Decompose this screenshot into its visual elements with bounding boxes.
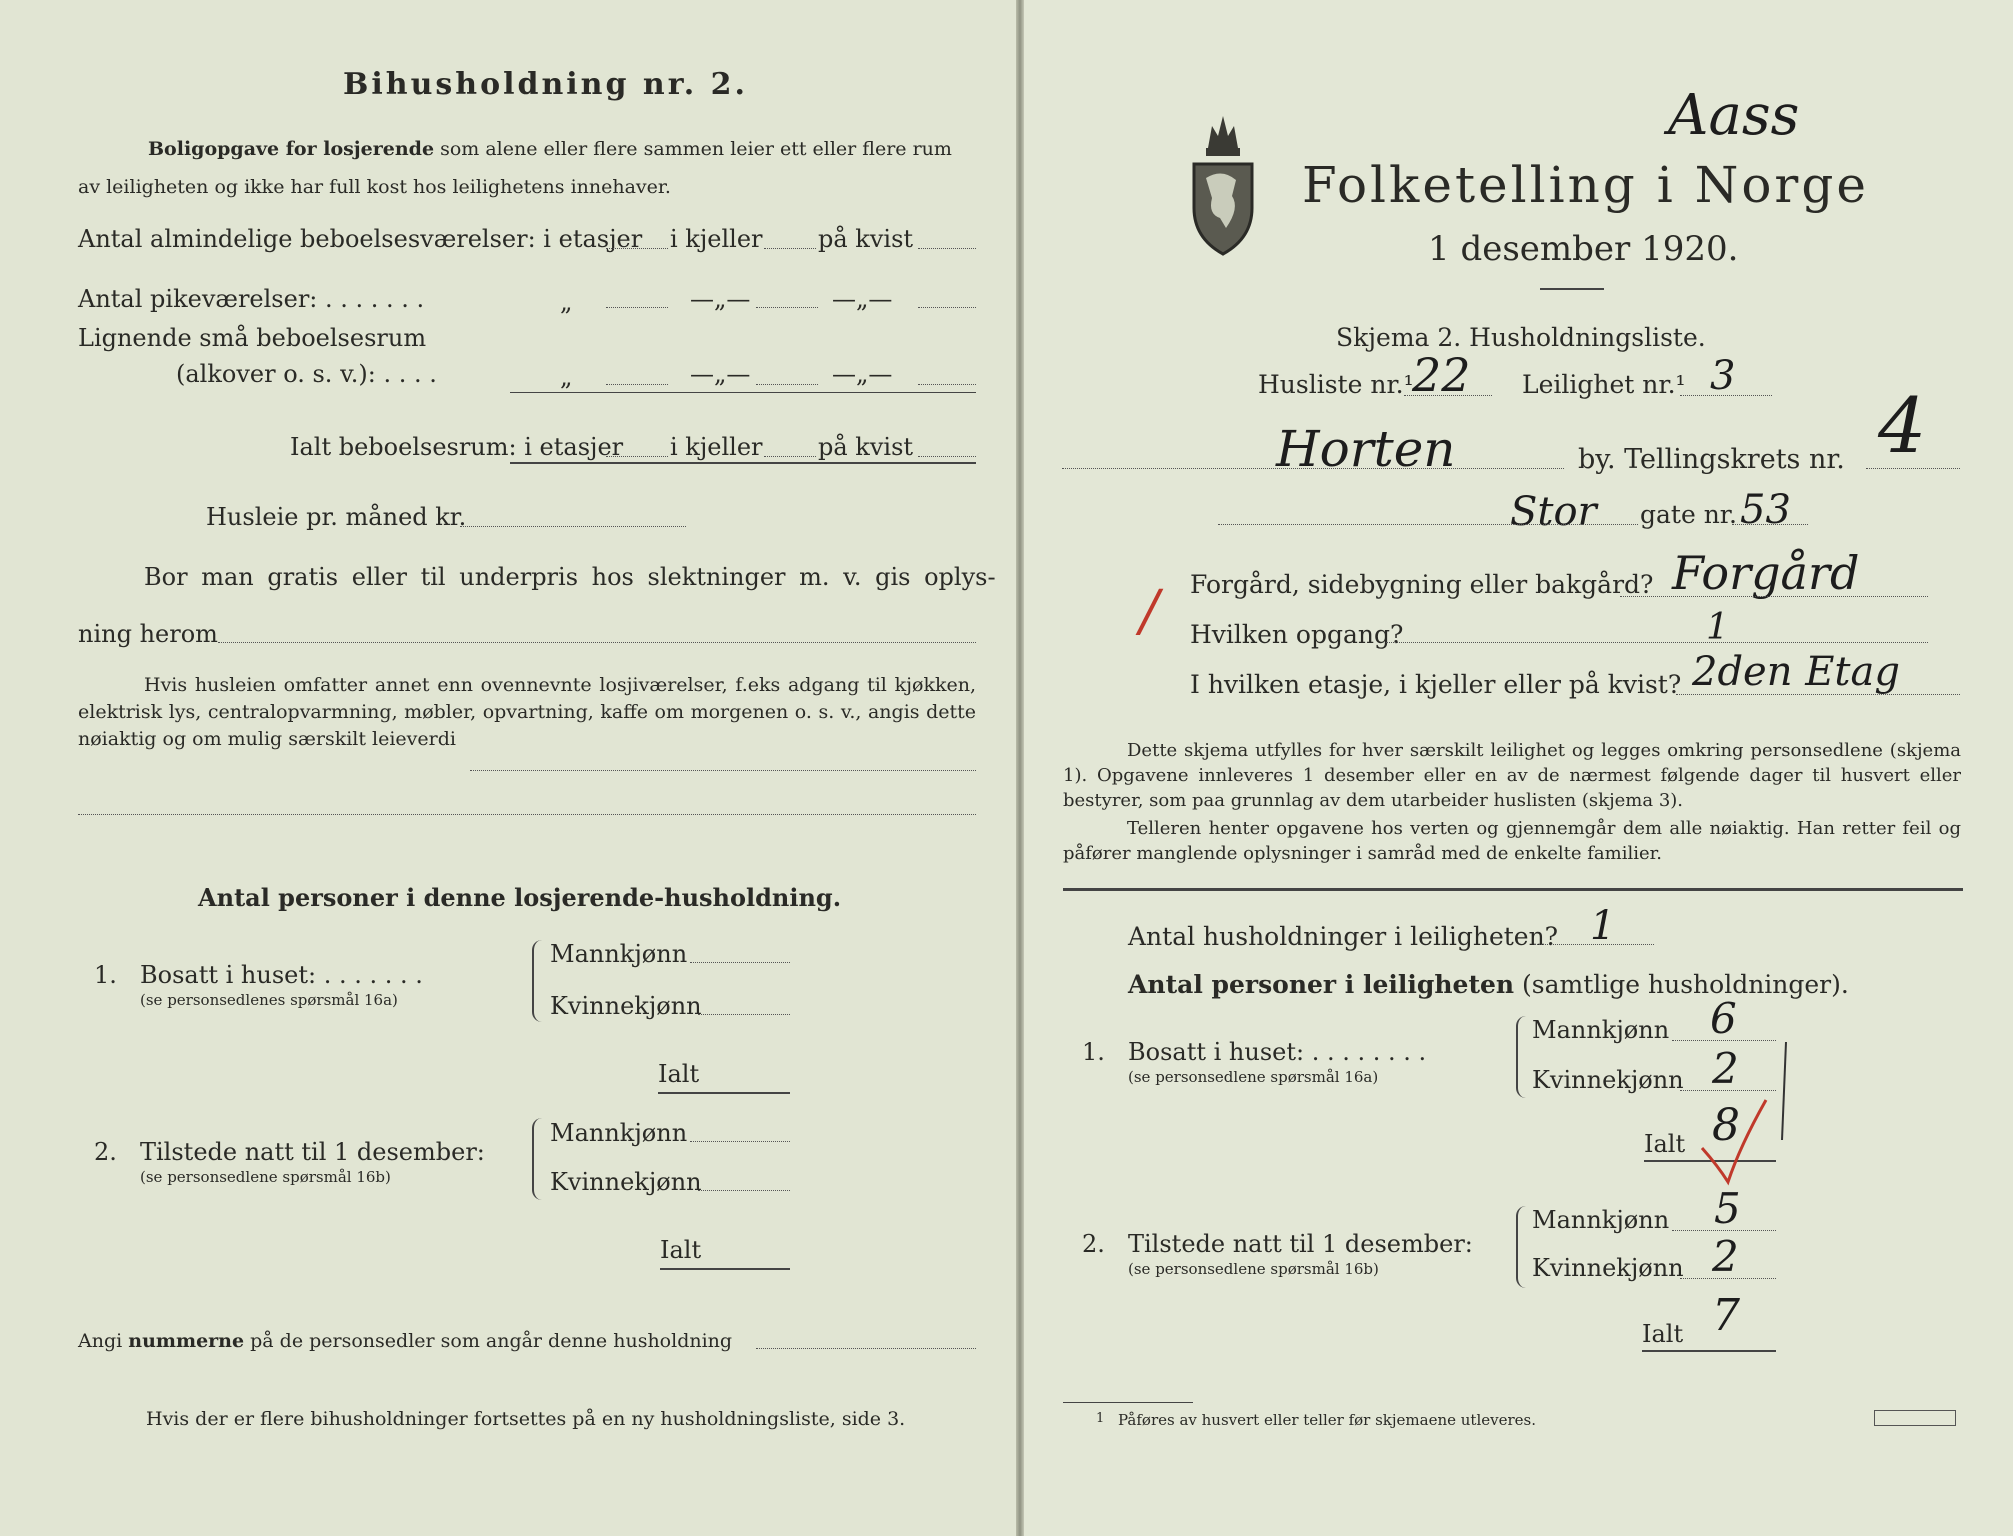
gratis-line-1: Bor man gratis eller til underpris hos slektninger m. v. gis oplys-	[144, 563, 996, 591]
lign-etasjer-line	[606, 384, 668, 385]
right-q2-kvinne-value: 2	[1712, 1232, 1739, 1281]
angi-bold: nummerne	[128, 1330, 245, 1352]
husliste-value: 22	[1412, 348, 1471, 402]
antal-hush-value: 1	[1590, 903, 1616, 949]
right-q2-label: Tilstede natt til 1 desember:	[1128, 1230, 1473, 1258]
pike-etasjer-line	[606, 307, 668, 308]
gate-nr-line	[1732, 524, 1808, 525]
right-q2-sub: (se personsedlene spørsmål 16b)	[1128, 1260, 1379, 1278]
right-q1-ialt-label: Ialt	[1644, 1130, 1686, 1158]
forgaard-value: Forgård	[1672, 546, 1860, 600]
ialt-kvist-line	[918, 456, 976, 457]
angi-rest: på de personsedler som angår denne husholdning	[250, 1330, 733, 1352]
right-q1-ialt-value: 8	[1712, 1100, 1740, 1151]
gratis-line-2: ning herom	[78, 620, 218, 648]
red-check-icon	[1698, 1096, 1768, 1192]
left-q1-ialt-label: Ialt	[658, 1060, 700, 1088]
angi-line-fill	[756, 1348, 976, 1349]
by-line	[1062, 468, 1564, 469]
intro-line-2: av leiligheten og ikke har full kost hos leilighetens innehaver.	[78, 176, 671, 198]
leieverdi-line	[470, 770, 976, 771]
right-q1-num: 1.	[1082, 1038, 1105, 1066]
alm-etasjer-line	[606, 248, 668, 249]
left-q1-sub: (se personsedlenes spørsmål 16a)	[140, 991, 398, 1009]
left-q2-kvinne-label: Kvinnekjønn	[550, 1168, 702, 1196]
left-q1-mann-line	[690, 962, 790, 963]
lign-ditto-2: —„—	[690, 360, 751, 388]
left-q2-mann-label: Mannkjønn	[550, 1119, 688, 1147]
angi-line	[78, 1332, 732, 1351]
right-q1-mann-label: Mannkjønn	[1532, 1016, 1670, 1044]
ialt-kjeller-line	[764, 456, 816, 457]
right-q1-mann-value: 6	[1710, 994, 1737, 1043]
right-q1-kvinne-line	[1680, 1090, 1776, 1091]
right-q2-kvinne-label: Kvinnekjønn	[1532, 1254, 1684, 1282]
gate-line	[1218, 524, 1638, 525]
husliste-label: Husliste nr.¹	[1258, 370, 1414, 399]
left-q2-brace	[532, 1118, 544, 1200]
alm-kvist-line	[918, 248, 976, 249]
antal-pers-rest: (samtlige husholdninger).	[1522, 970, 1849, 999]
right-q1-mann-line	[1672, 1040, 1776, 1041]
coat-of-arms-icon	[1186, 108, 1260, 256]
intro-bold: Boligopgave for losjerende	[148, 138, 435, 160]
etasje-line	[1676, 694, 1960, 695]
pike-ditto-2: —„—	[690, 285, 751, 313]
leilighet-line	[1680, 395, 1772, 396]
lign-rule	[510, 392, 976, 393]
right-q1-kvinne-label: Kvinnekjønn	[1532, 1066, 1684, 1094]
intro-rest: som alene eller flere sammen leier ett eller flere rum	[440, 138, 952, 160]
right-date: 1 desember 1920.	[1428, 229, 1739, 269]
ialt-kjeller-label: i kjeller	[670, 433, 763, 461]
right-q2-brace	[1516, 1206, 1528, 1288]
left-title: Bihusholdning nr. 2.	[343, 67, 748, 102]
right-q1-label: Bosatt i huset: . . . . . . . .	[1128, 1038, 1427, 1066]
row-lign-label-1: Lignende små beboelsesrum	[78, 324, 427, 352]
by-label: by. Tellingskrets nr.	[1578, 444, 1845, 475]
leilighet-label: Leilighet nr.¹	[1522, 370, 1686, 399]
alm-kjeller-line	[764, 248, 816, 249]
husleie-label: Husleie pr. måned kr.	[206, 503, 467, 531]
ialt-rule	[510, 462, 976, 464]
forgaard-line	[1620, 596, 1928, 597]
antal-heading-left: Antal personer i denne losjerende-husholdning.	[198, 883, 842, 912]
left-q1-brace	[532, 940, 544, 1022]
footnote-text: Påføres av husvert eller teller før skjemaene utleveres.	[1118, 1411, 1536, 1429]
right-q2-num: 2.	[1082, 1230, 1105, 1258]
antal-hush-label: Antal husholdninger i leiligheten?	[1128, 922, 1559, 951]
left-q1-kvinne-line	[698, 1014, 790, 1015]
red-margin-mark: /	[1140, 579, 1159, 644]
left-q2-kvinne-line	[698, 1190, 790, 1191]
footnote-number: 1	[1096, 1411, 1105, 1426]
left-q1-ialt-line	[658, 1092, 790, 1094]
instruction-rule	[1063, 888, 1963, 891]
ialt-kvist-label: på kvist	[818, 433, 914, 461]
etasje-value: 2den Etag	[1692, 649, 1900, 695]
left-q2-label: Tilstede natt til 1 desember:	[140, 1138, 485, 1166]
antal-pers-bold: Antal personer i leiligheten	[1128, 970, 1515, 999]
right-q2-ialt-line	[1642, 1350, 1776, 1352]
gate-value: Stor	[1510, 489, 1597, 535]
pencil-stroke-icon	[1774, 1040, 1792, 1142]
gate-label: gate nr.	[1640, 500, 1737, 529]
pike-kjeller-line	[756, 307, 818, 308]
angi-pre: Angi	[78, 1330, 123, 1352]
forgaard-label: Forgård, sidebygning eller bakgård?	[1190, 570, 1654, 599]
left-q1-mann-label: Mannkjønn	[550, 940, 688, 968]
right-q2-ialt-value: 7	[1712, 1290, 1740, 1341]
right-q2-mann-line	[1672, 1230, 1776, 1231]
right-q2-ialt-label: Ialt	[1642, 1320, 1684, 1348]
right-q1-kvinne-value: 2	[1712, 1044, 1739, 1093]
printer-stamp	[1874, 1410, 1956, 1426]
lign-kvist-line	[918, 384, 976, 385]
husleie-line	[460, 526, 686, 527]
pike-ditto-3: —„—	[832, 285, 893, 313]
gate-nr-value: 53	[1740, 487, 1791, 533]
leilighet-value: 3	[1710, 353, 1736, 399]
alm-kjeller-label: i kjeller	[670, 225, 763, 253]
antal-pers-line	[1128, 972, 1849, 997]
leieverdi-line-2	[78, 814, 976, 815]
lign-ditto-3: —„—	[832, 360, 893, 388]
krets-value: 4	[1878, 381, 1927, 470]
row-almindelige-label: Antal almindelige beboelsesværelser: i etasjer	[78, 225, 643, 253]
left-footer: Hvis der er flere bihusholdninger fortsettes på en ny husholdningsliste, side 3.	[146, 1408, 906, 1430]
krets-line	[1866, 468, 1960, 469]
etasje-label: I hvilken etasje, i kjeller eller på kvist?	[1190, 670, 1682, 699]
row-pike-label: Antal pikeværelser: . . . . . . .	[78, 285, 425, 313]
pike-ditto-1: „	[560, 288, 573, 316]
by-value: Horten	[1276, 420, 1456, 478]
instruction-paragraph-1: Dette skjema utfylles for hver særskilt leilighet og legges omkring personsedlene (skjema 1). Opgavene innleveres 1 desember eller en av de nærmest følgende dager til husvert eller bestyrer, som paa grunnlag av dem utarbeider huslisten (skjema 3).	[1063, 740, 1961, 811]
husliste-line	[1404, 395, 1492, 396]
skjema-label: Skjema 2. Husholdningsliste.	[1336, 323, 1706, 352]
right-q1-sub: (se personsedlene spørsmål 16a)	[1128, 1068, 1379, 1086]
lign-ditto-1: „	[560, 363, 573, 391]
page-fold	[1016, 0, 1024, 1536]
left-q2-num: 2.	[94, 1138, 117, 1166]
opgang-value: 1	[1706, 607, 1729, 648]
right-q1-brace	[1516, 1016, 1528, 1098]
row-lign-label-2: (alkover o. s. v.): . . . .	[176, 360, 437, 388]
left-q1-kvinne-label: Kvinnekjønn	[550, 992, 702, 1020]
footnote-rule	[1063, 1402, 1193, 1403]
left-q1-num: 1.	[94, 961, 117, 989]
left-q1-label: Bosatt i huset: . . . . . . .	[140, 961, 423, 989]
opgang-label: Hvilken opgang?	[1190, 620, 1404, 649]
left-q2-mann-line	[690, 1141, 790, 1142]
alm-kvist-label: på kvist	[818, 225, 914, 253]
left-q2-sub: (se personsedlene spørsmål 16b)	[140, 1168, 391, 1186]
gratis-line	[218, 642, 976, 643]
opgang-line	[1386, 642, 1928, 643]
right-q2-kvinne-line	[1680, 1278, 1776, 1279]
intro-line-1	[148, 140, 952, 159]
ialt-rum-label: Ialt beboelsesrum: i etasjer	[290, 433, 624, 461]
ialt-etasjer-line	[606, 456, 668, 457]
handwritten-top-name: Aass	[1668, 83, 1800, 148]
left-q2-ialt-label: Ialt	[660, 1236, 702, 1264]
lign-kjeller-line	[756, 384, 818, 385]
instruction-paragraph-2: Telleren henter opgavene hos verten og gjennemgår dem alle nøiaktig. Han retter feil og påfører manglende oplysninger i samråd med de enkelte familier.	[1063, 818, 1961, 864]
left-q2-ialt-line	[660, 1268, 790, 1270]
right-q2-mann-value: 5	[1714, 1184, 1741, 1233]
right-q2-mann-label: Mannkjønn	[1532, 1206, 1670, 1234]
antal-hush-line	[1534, 944, 1654, 945]
pike-kvist-line	[918, 307, 976, 308]
date-rule	[1540, 288, 1604, 290]
hvis-paragraph: Hvis husleien omfatter annet enn ovennevnte losjiværelser, f.eks adgang til kjøkken, elektrisk lys, centralopvarmning, møbler, opvartning, kaffe om morgenen o. s. v., angis dette nøiaktig og om mulig særskilt leieverdi	[78, 674, 976, 750]
right-title: Folketelling i Norge	[1302, 156, 1869, 214]
